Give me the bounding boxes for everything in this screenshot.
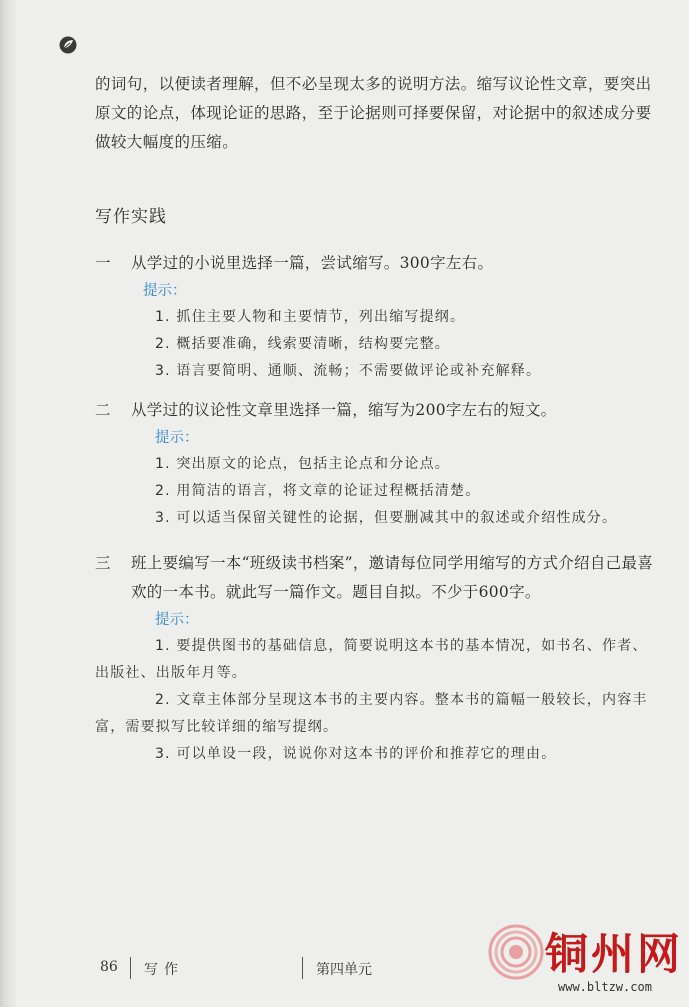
- hint-item: 1. 突出原文的论点，包括主论点和分论点。: [155, 456, 451, 472]
- watermark-title: 铜州网: [545, 930, 683, 980]
- intro-paragraph: 的词句，以便读者理解，但不必呈现太多的说明方法。缩写议论性文章，要突出原文的论点，体现论证的思路，至于论据则可择要保留，对论据中的叙述成分要做较大幅度的压缩。: [95, 75, 652, 151]
- task-text: 从学过的小说里选择一篇，尝试缩写。300字左右。: [131, 254, 494, 272]
- hint-item: 3. 语言要简明、通顺、流畅；不需要做评论或补充解释。: [155, 363, 542, 379]
- hint-label: 提示：: [155, 430, 199, 446]
- task-2-heading: [95, 396, 660, 425]
- page-edge: [0, 0, 16, 1007]
- footer-divider: [302, 957, 303, 979]
- task-text: 从学过的议论性文章里选择一篇，缩写为200字左右的短文。: [131, 401, 557, 419]
- hint-item: 2. 文章主体部分呈现这本书的主要内容。整本书的篇幅一般较长，内容丰富，需要拟写比较详细的缩写提纲。: [95, 692, 648, 735]
- hint-item: 2. 概括要准确，线索要清晰，结构要完整。: [155, 336, 451, 352]
- task-2: [95, 396, 660, 532]
- footer-divider: [130, 957, 131, 979]
- hint-list: [95, 425, 660, 532]
- hint-item: 1. 要提供图书的基础信息，简要说明这本书的基本情况，如书名、作者、出版社、出版年月等。: [95, 638, 648, 681]
- hint-item: 3. 可以适当保留关键性的论据，但要删减其中的叙述或介绍性成分。: [155, 510, 618, 526]
- task-text: 班上要编写一本“班级读书档案”，邀请每位同学用缩写的方式介绍自己最喜欢的一本书。就此写一篇作文。题目自拟。不少于600字。: [131, 554, 654, 601]
- footer-unit: 第四单元: [316, 962, 372, 978]
- hint-list: [95, 607, 660, 768]
- footer-section: 写作: [144, 962, 184, 978]
- task-3: [95, 549, 660, 768]
- watermark-url: www.bltzw.com: [558, 980, 652, 994]
- site-watermark: [488, 918, 683, 1000]
- task-number: 二: [95, 401, 111, 419]
- task-3-heading: [95, 549, 660, 607]
- task-1-heading: [95, 249, 660, 278]
- hint-item: 1. 抓住主要人物和主要情节，列出缩写提纲。: [155, 309, 466, 325]
- page-number: 86: [100, 959, 118, 975]
- hint-label: 提示：: [155, 612, 199, 628]
- hint-list: [95, 278, 660, 385]
- task-1: [95, 249, 660, 385]
- leaf-icon: [58, 35, 78, 55]
- task-number: 三: [95, 554, 111, 572]
- section-title: 写作实践: [95, 207, 167, 227]
- hint-label: 提示：: [143, 283, 187, 299]
- task-number: 一: [95, 254, 111, 272]
- seal-icon: [488, 924, 544, 980]
- hint-item: 2. 用简洁的语言，将文章的论证过程概括清楚。: [155, 483, 481, 499]
- hint-item: 3. 可以单设一段，说说你对这本书的评价和推荐它的理由。: [155, 746, 557, 762]
